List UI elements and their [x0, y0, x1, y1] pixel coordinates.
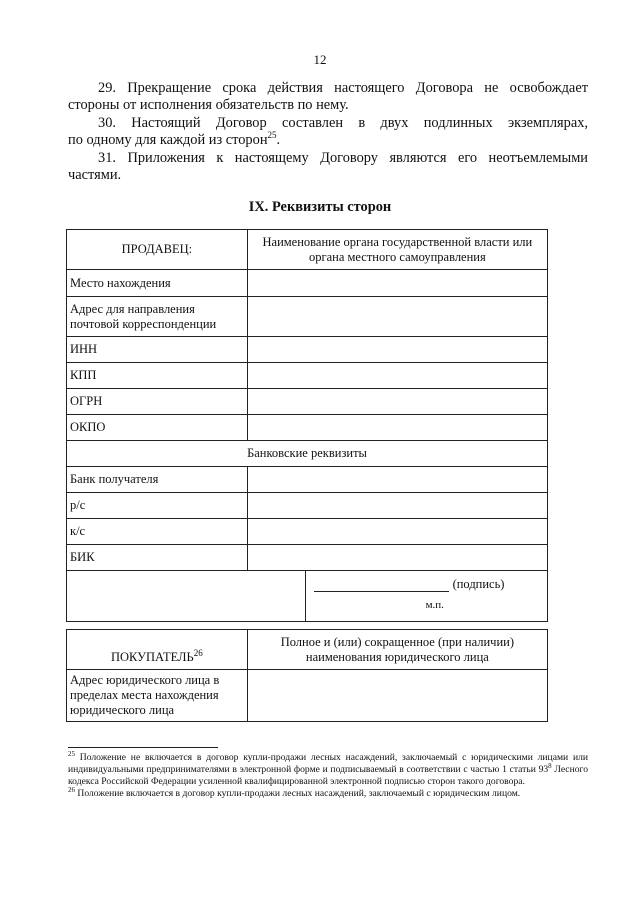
table-row: [67, 545, 548, 571]
table-row: [67, 493, 548, 519]
buyer-table: [66, 629, 548, 722]
row-label-corr-account: к/с: [67, 519, 248, 545]
footnote-26-text: Положение включается в договор купли-продажи лесных насаждений, заключаемый с юридическим лицом.: [75, 788, 521, 799]
row-label-buyer-address: Адрес юридического лица в пределах места нахождения юридического лица: [67, 670, 248, 722]
row-value-buyer-address[interactable]: [247, 670, 547, 722]
table-row: [67, 337, 548, 363]
seller-header-row: [67, 230, 548, 270]
footnote-26-number: 26: [68, 785, 75, 794]
row-label-ogrn: ОГРН: [67, 389, 248, 415]
footnote-25-text-a: Положение не включается в договор купли-продажи лесных насаждений, заключаемый с юридическими лицами или индивидуальными предпринимателями в электронной форме и подписываемый в соответствии с частью 1 статьи 93: [68, 752, 588, 775]
footnote-divider: [68, 747, 218, 748]
row-value-postal-address[interactable]: [247, 297, 547, 337]
row-label-inn: ИНН: [67, 337, 248, 363]
row-label-postal-address: Адрес для направления почтовой корреспонденции: [67, 297, 248, 337]
paragraph-30-period: .: [276, 132, 281, 148]
row-value-corr-account[interactable]: [247, 519, 547, 545]
table-row: [67, 270, 548, 297]
table-row: [67, 389, 548, 415]
stamp-label: м.п.: [425, 599, 444, 611]
table-row: [67, 363, 548, 389]
row-value-kpp[interactable]: [247, 363, 547, 389]
table-row: [67, 519, 548, 545]
footnote-25-text-b: Лесного кодекса Российской Федерации усиленной квалифицированной электронной подписью сторон такого договора.: [68, 764, 588, 787]
signature-cell[interactable]: [305, 571, 547, 622]
signature-line: [314, 591, 449, 592]
seller-name-header: Наименование органа государственной власти или органа местного самоуправления: [247, 230, 547, 270]
table-row: [67, 670, 548, 722]
row-label-okpo: ОКПО: [67, 415, 248, 441]
row-label-bik: БИК: [67, 545, 248, 571]
buyer-label-text: ПОКУПАТЕЛЬ: [111, 650, 194, 664]
buyer-header-row: [67, 630, 548, 670]
signature-label: (подпись): [452, 577, 505, 591]
footnote-ref-26: 26: [193, 647, 203, 658]
buyer-label: [67, 630, 248, 670]
row-value-location[interactable]: [247, 270, 547, 297]
row-value-settlement-account[interactable]: [247, 493, 547, 519]
signature-blank-cell: [67, 571, 306, 622]
row-label-location: Место нахождения: [67, 270, 248, 297]
buyer-name-header: Полное и (или) сокращенное (при наличии) наименования юридического лица: [247, 630, 547, 670]
row-value-bank[interactable]: [247, 467, 547, 493]
paragraph-30-line-2: [68, 132, 588, 149]
paragraph-29-line-2: стороны от исполнения обязательств по нему.: [68, 97, 349, 113]
paragraph-29: [68, 80, 588, 114]
row-value-bik[interactable]: [247, 545, 547, 571]
row-value-okpo[interactable]: [247, 415, 547, 441]
footnote-26: [68, 785, 588, 800]
paragraph-30: [68, 115, 588, 149]
footnote-ref-25: 25: [267, 130, 277, 141]
section-title: IX. Реквизиты сторон: [248, 199, 392, 215]
row-label-settlement-account: р/с: [67, 493, 248, 519]
table-row: [67, 467, 548, 493]
table-row: [67, 415, 548, 441]
paragraph-30-line-1: 30. Настоящий Договор составлен в двух подлинных экземплярах,: [98, 115, 588, 131]
row-label-bank: Банк получателя: [67, 467, 248, 493]
table-row: [67, 297, 548, 337]
bank-details-header: Банковские реквизиты: [67, 441, 548, 467]
footnote-25-number: 25: [68, 749, 75, 758]
paragraph-31: [68, 150, 588, 184]
bank-header-row: [67, 441, 548, 467]
signature-row: [67, 571, 548, 622]
footnote-25: [68, 749, 588, 788]
footnote-25-article-sup: 8: [548, 761, 552, 770]
seller-label: ПРОДАВЕЦ:: [67, 230, 248, 270]
row-label-kpp: КПП: [67, 363, 248, 389]
seller-table: [66, 229, 548, 622]
paragraph-29-line-1: 29. Прекращение срока действия настоящего Договора не освобождает: [98, 80, 588, 96]
row-value-ogrn[interactable]: [247, 389, 547, 415]
row-value-inn[interactable]: [247, 337, 547, 363]
paragraph-30-text: по одному для каждой из сторон: [68, 132, 268, 148]
paragraph-31-line-2: частями.: [68, 167, 122, 183]
footnotes: [68, 749, 588, 800]
page-number: 12: [313, 52, 327, 67]
paragraph-31-line-1: 31. Приложения к настоящему Договору являются его неотъемлемыми: [98, 150, 588, 166]
